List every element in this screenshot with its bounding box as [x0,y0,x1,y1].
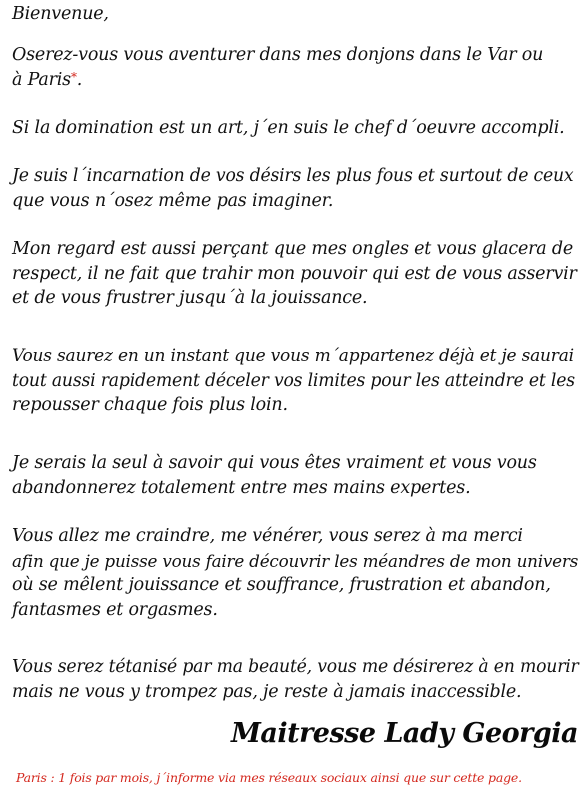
paragraph-7 [12,524,580,622]
footnote-asterisk: * [70,69,77,84]
paragraph-line: tout aussi rapidement déceler vos limites pour les atteindre et les [12,370,575,391]
paragraph-1 [12,43,580,92]
paragraph-6 [12,451,580,500]
paragraph-line: abandonnerez totalement entre mes mains expertes. [12,477,471,498]
paragraph-line: afin que je puisse vous faire découvrir les méandres de mon univers [12,550,579,571]
paragraph-8 [12,655,580,704]
paragraph-line: Je serais la seul à savoir qui vous êtes vraiment et vous vous [12,453,537,473]
footnote: Paris : 1 fois par mois, j´informe via mes réseaux sociaux ainsi que sur cette page. [16,770,522,785]
greeting-text: Bienvenue, [12,4,109,24]
paragraph-line: Vous serez tétanisé par ma beauté, vous me désirerez à en mourir [12,657,579,677]
paragraph-line: Mon regard est aussi perçant que mes ongles et vous glacera de [12,239,574,259]
paragraph-line [12,68,580,93]
signature: Maitresse Lady Georgia [230,718,578,749]
paragraph-line: Oserez-vous vous aventurer dans mes donjons dans le Var ou [12,45,544,65]
greeting [12,2,580,27]
paragraph-line: et de vous frustrer jusqu´à la jouissance. [12,288,368,308]
paragraph-2 [12,116,580,141]
paragraph-line: Je suis l´incarnation de vos désirs les plus fous et surtout de ceux [12,166,574,186]
paragraph-line: mais ne vous y trompez pas, je reste à jamais inaccessible. [12,681,522,702]
paragraph-4 [12,237,580,311]
paragraph-line-end: . [76,69,83,90]
paragraph-line: fantasmes et orgasmes. [12,599,218,620]
paragraph-line: respect, il ne fait que trahir mon pouvoir qui est de vous asservir [12,263,577,284]
paragraph-line-text: à Paris [12,69,71,90]
paragraph-line: où se mêlent jouissance et souffrance, frustration et abandon, [12,575,551,595]
paragraph-line: que vous n´osez même pas imaginer. [12,190,334,211]
paragraph-line: Vous saurez en un instant que vous m´appartenez déjà et je saurai [12,346,574,366]
paragraph-3 [12,164,580,213]
paragraph-line: repousser chaque fois plus loin. [12,395,288,415]
paragraph-5 [12,344,580,418]
paragraph-line: Vous allez me craindre, me vénérer, vous serez à ma merci [12,526,523,546]
paragraph-line: Si la domination est un art, j´en suis le chef d´oeuvre accompli. [12,118,565,138]
